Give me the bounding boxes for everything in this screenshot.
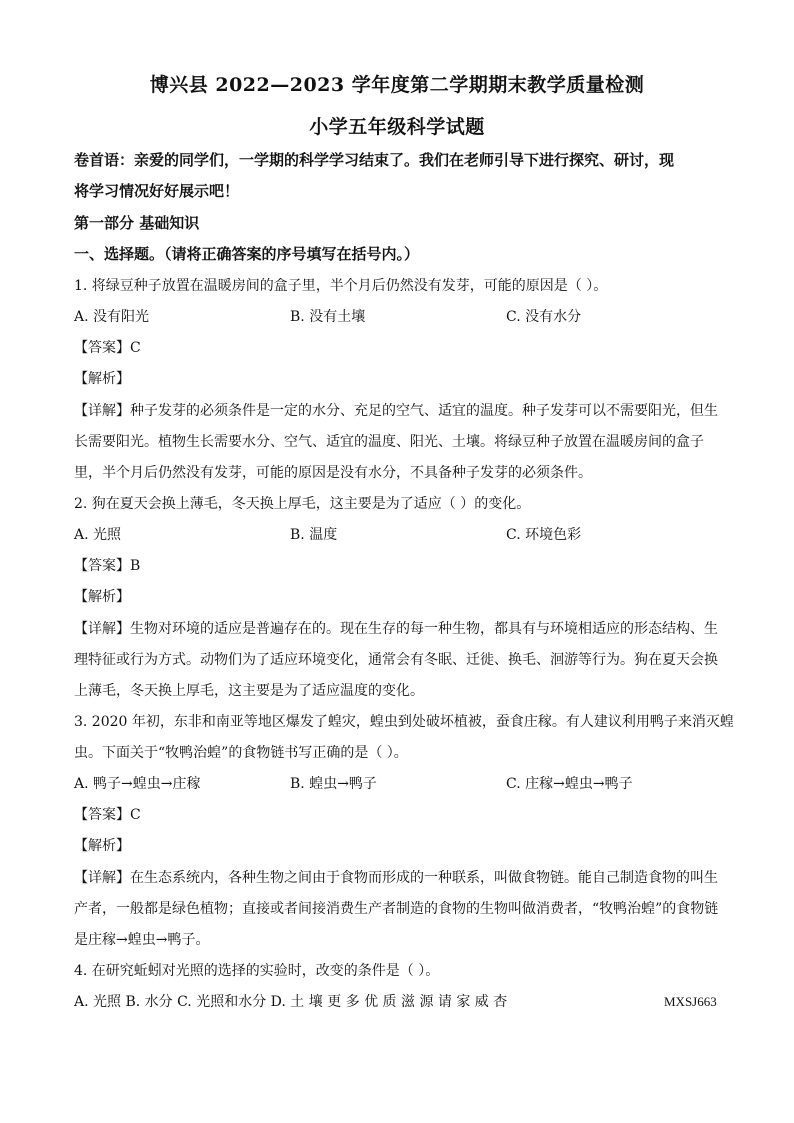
q3-stem-1: 3. 2020 年初，东非和南亚等地区爆发了蝗灾，蝗虫到处破坏植被，蚕食庄稼。有人建议利用鸭子来消灭蝗 bbox=[74, 714, 734, 730]
q2-stem: 2. 狗在夏天会换上薄毛，冬天换上厚毛，这主要是为了适应（ ）的变化。 bbox=[74, 496, 531, 512]
q3-answer: 【答案】C bbox=[74, 807, 141, 823]
exam-subtitle: 小学五年级科学试题 bbox=[309, 116, 485, 138]
q3-option-b: B. 蝗虫→鸭子 bbox=[290, 776, 377, 792]
q2-detail-1: 【详解】生物对环境的适应是普遍存在的。现在生存的每一种生物，都具有与环境相适应的形态结构、生 bbox=[74, 621, 718, 637]
q1-detail-1: 【详解】种子发芽的必须条件是一定的水分、充足的空气、适宜的温度。种子发芽可以不需要阳光，但生 bbox=[74, 403, 718, 419]
q2-detail-2: 理特征或行为方式。动物们为了适应环境变化，通常会有冬眠、迁徙、换毛、洄游等行为。狗在夏天会换 bbox=[74, 652, 718, 668]
q3-option-a: A. 鸭子→蝗虫→庄稼 bbox=[74, 776, 201, 792]
q3-detail-3: 是庄稼→蝗虫→鸭子。 bbox=[74, 932, 210, 948]
watermark-code: MXSJ663 bbox=[664, 994, 717, 1009]
q2-option-a: A. 光照 bbox=[74, 527, 122, 543]
q1-answer: 【答案】C bbox=[74, 340, 141, 356]
q4-options: A. 光照 B. 水分 C. 光照和水分 D. 土 壤 更 多 优 质 滋 源 请 家 威 杏 bbox=[74, 994, 508, 1010]
intro-line-2: 将学习情况好好展示吧！ bbox=[74, 182, 240, 200]
q2-answer: 【答案】B bbox=[74, 558, 141, 574]
q2-option-b: B. 温度 bbox=[290, 527, 338, 543]
section-heading: 一、选择题。（请将正确答案的序号填写在括号内。） bbox=[74, 245, 420, 263]
section-part: 第一部分 基础知识 bbox=[74, 214, 200, 232]
q1-option-c: C. 没有水分 bbox=[506, 309, 582, 325]
q2-option-c: C. 环境色彩 bbox=[506, 527, 582, 543]
q1-detail-2: 长需要阳光。植物生长需要水分、空气、适宜的温度、阳光、土壤。将绿豆种子放置在温暖房间的盒子 bbox=[74, 434, 704, 450]
q1-option-b: B. 没有土壤 bbox=[290, 309, 366, 325]
q3-stem-2: 虫。下面关于“牧鸭治蝗”的食物链书写正确的是（ ）。 bbox=[74, 745, 408, 761]
q3-detail-2: 产者，一般都是绿色植物；直接或者间接消费生产者制造的食物的生物叫做消费者，“牧鸭治蝗”的食物链 bbox=[74, 901, 719, 917]
q1-option-a: A. 没有阳光 bbox=[74, 309, 150, 325]
q1-detail-3: 里，半个月后仍然没有发芽，可能的原因是没有水分，不具备种子发芽的必须条件。 bbox=[74, 465, 592, 481]
exam-title: 博兴县 2022—2023 学年度第二学期期末教学质量检测 bbox=[149, 74, 645, 96]
q2-analysis: 【解析】 bbox=[74, 589, 130, 605]
q2-detail-3: 上薄毛，冬天换上厚毛，这主要是为了适应温度的变化。 bbox=[74, 683, 424, 699]
q3-analysis: 【解析】 bbox=[74, 838, 130, 854]
q3-option-c: C. 庄稼→蝗虫→鸭子 bbox=[506, 776, 633, 792]
intro-line-1: 卷首语：亲爱的同学们，一学期的科学学习结束了。我们在老师引导下进行探究、研讨，现 bbox=[74, 151, 675, 169]
q4-stem: 4. 在研究蚯蚓对光照的选择的实验时，改变的条件是（ ）。 bbox=[74, 963, 440, 979]
q3-detail-1: 【详解】在生态系统内，各种生物之间由于食物而形成的一种联系，叫做食物链。能自己制造食物的叫生 bbox=[74, 870, 718, 886]
q1-stem: 1. 将绿豆种子放置在温暖房间的盒子里，半个月后仍然没有发芽，可能的原因是（ ）。 bbox=[74, 278, 608, 294]
q1-analysis: 【解析】 bbox=[74, 371, 130, 387]
